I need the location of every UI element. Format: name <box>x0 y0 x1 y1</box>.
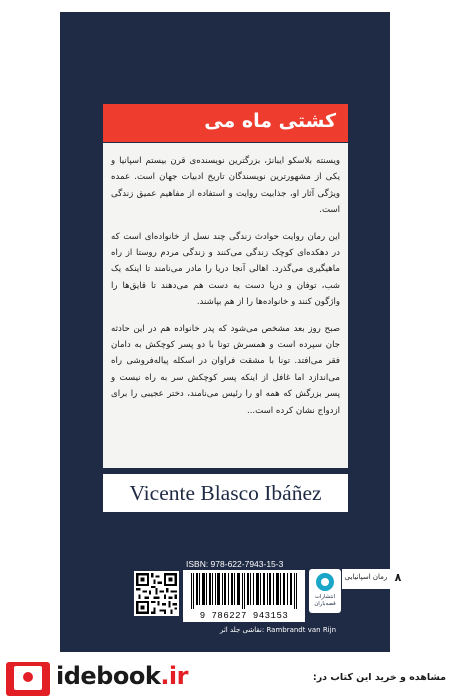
idebook-caption: مشاهده و خرید این کتاب در: <box>312 672 446 683</box>
site-main: idebook <box>56 662 161 690</box>
barcode <box>183 570 305 622</box>
author-name: Vicente Blasco Ibáñez <box>103 474 348 512</box>
barcode-number: 9 786227 943153 <box>199 611 289 621</box>
publisher-name: انتشارات قصه‌باران <box>314 594 336 607</box>
series-label: رمان اسپانیایی <box>342 569 390 589</box>
site-tld: .ir <box>160 662 188 690</box>
cover-art-credit: نقاشی جلد اثر: Rambrandt van Rijn <box>220 626 337 634</box>
idebook-site-name[interactable] <box>56 662 188 690</box>
logo-dot <box>23 672 33 682</box>
publisher-logo-icon <box>309 569 341 613</box>
synopsis-paragraph: این رمان روایت حوادث زندگی چند نسل از خانواده‌ای است که در دهکده‌ای کوچک زندگی می‌کنند و زندگی مردم روستا از راه ماهیگیری می‌گذرد. اهالی آنجا دریا را مادر می‌نامند تا اینکه یک شب، توفان و دریا دست به دست هم می‌دهند تا قایق‌ها را واژگون کنند و خانواده‌ها را از هم بپاشند. <box>111 231 340 308</box>
series-number: ۸ <box>390 569 406 589</box>
idebook-footer[interactable] <box>0 656 450 700</box>
isbn-text: ISBN: 978-622-7943-15-3 <box>186 559 284 569</box>
synopsis-paragraph: ویسنته بلاسکو ایبانژ، بزرگترین نویسنده‌ی قرن بیستم اسپانیا و یکی از مشهورترین نویسندگان تاریخ ادبیات جهان است. عمده ویژگی آثار او، جذابیت روایت و استفاده از مفاهیم عمیق زندگی است. <box>111 156 340 216</box>
barcode-icon <box>191 573 297 609</box>
qr-code-icon <box>134 571 179 616</box>
synopsis-panel <box>103 143 348 468</box>
book-title: کشتی ماه می <box>103 104 348 142</box>
idebook-logo-icon[interactable] <box>6 662 50 696</box>
publisher-mark <box>316 573 334 591</box>
synopsis-paragraph: صبح روز بعد مشخص می‌شود که پدر خانواده هم در این حادثه جان سپرده است و همسرش تونا با دو پسر کوچکش به دامان فقر می‌افتد. تونا با مشقت فراوان در اسکله پیاله‌فروشی راه می‌اندازد اما غافل از اینکه پسر کوچکش سر به راه نیست و پسر بزرگش که همه او را رئیس می‌نامند، دختر عجیبی را برای ازدواج نشان کرده است... <box>111 323 340 416</box>
